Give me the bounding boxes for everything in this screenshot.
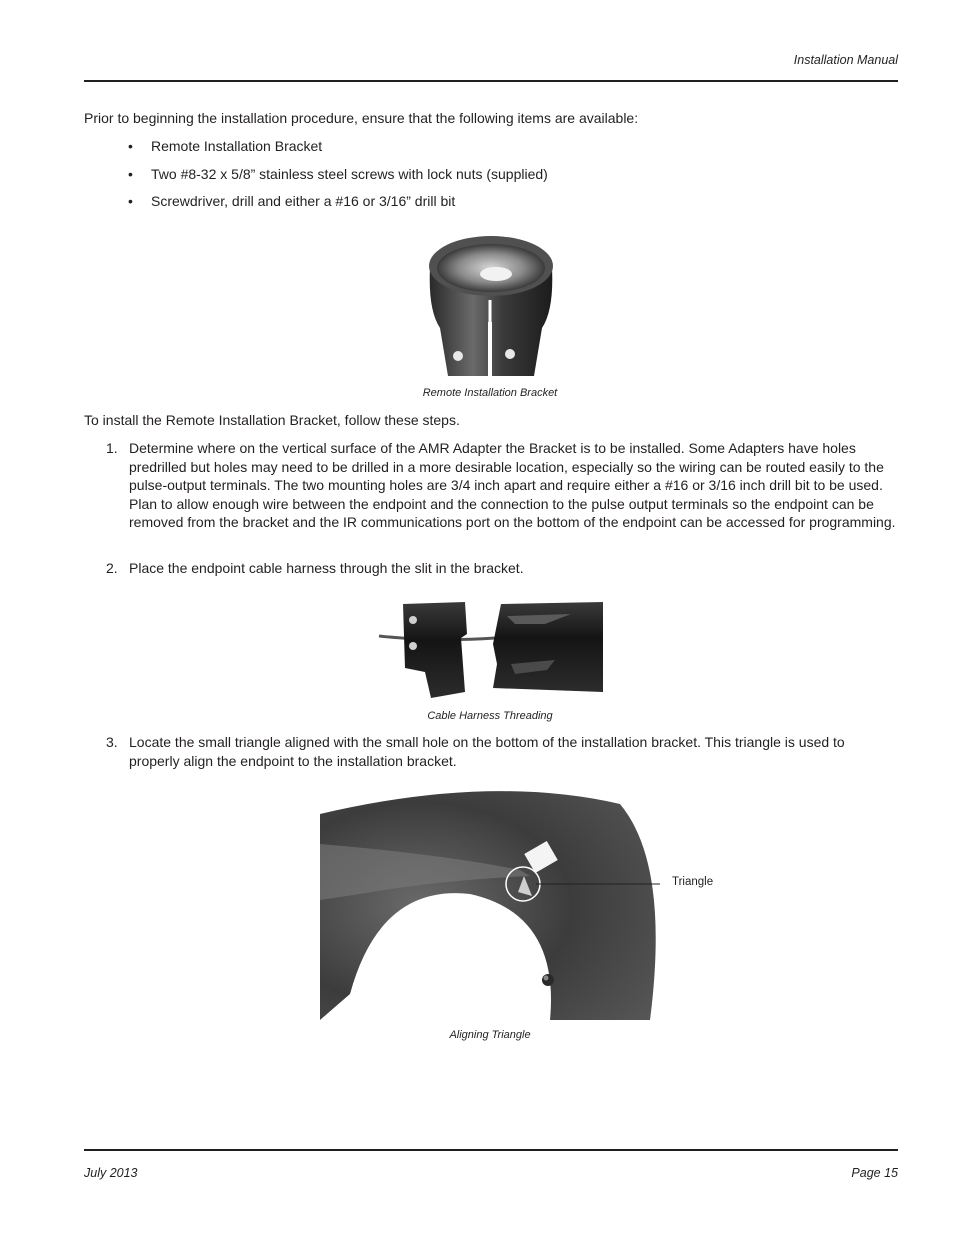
list-item — [128, 137, 548, 165]
required-items-list — [128, 137, 548, 220]
aligning-triangle-photo — [320, 784, 660, 1024]
bracket-photo — [418, 230, 562, 380]
footer-date: July 2013 — [84, 1166, 138, 1180]
step-number: 1. — [106, 440, 118, 456]
step-text: Place the endpoint cable harness through the slit in the bracket. — [129, 560, 524, 576]
triangle-callout-label: Triangle — [672, 876, 714, 888]
step-3 — [106, 733, 896, 770]
harness-caption: Cable Harness Threading — [427, 710, 553, 722]
list-item — [128, 192, 548, 220]
cable-harness-photo — [375, 594, 605, 702]
step-number: 2. — [106, 560, 118, 576]
list-item-text: Screwdriver, drill and either a #16 or 3/16” drill bit — [151, 193, 456, 209]
intro-paragraph: Prior to beginning the installation procedure, ensure that the following items are available: — [84, 110, 639, 126]
instructions-intro: To install the Remote Installation Bracket, follow these steps. — [84, 412, 460, 428]
list-item-text: Two #8-32 x 5/8” stainless steel screws with lock nuts (supplied) — [151, 165, 548, 182]
footer-page-number: Page 15 — [851, 1166, 898, 1180]
list-item-text: Remote Installation Bracket — [151, 138, 323, 154]
bracket-caption: Remote Installation Bracket — [422, 387, 558, 399]
footer-divider — [84, 1149, 898, 1151]
triangle-caption: Aligning Triangle — [449, 1029, 531, 1041]
bullet-icon: • — [128, 193, 133, 209]
step-number: 3. — [106, 734, 118, 750]
step-2 — [106, 559, 896, 578]
page-header-title: Installation Manual — [793, 53, 898, 67]
header-divider — [84, 80, 898, 82]
step-1 — [106, 439, 896, 532]
list-item — [128, 165, 548, 193]
step-text: Locate the small triangle aligned with the small hole on the bottom of the installation bracket. This triangle is used to properly align the endpoint to the installation bracket. — [129, 734, 845, 769]
step-text: Determine where on the vertical surface of the AMR Adapter the Bracket is to be installed. Some Adapters have holes predrilled but holes may need to be drilled in a more desirable location, especially so the wiring can be routed easily to the pulse-output terminals. The two mounting holes are 3/4 inch apart and require either a #16 or 3/16 inch drill bit to be used. Plan to allow enough wire between the endpoint and the connection to the pulse output terminals so the endpoint can be removed from the bracket and the IR communications port on the bottom of the endpoint can be accessed for programming. — [129, 440, 896, 531]
bullet-icon: • — [128, 138, 133, 154]
bullet-icon: • — [128, 165, 133, 182]
